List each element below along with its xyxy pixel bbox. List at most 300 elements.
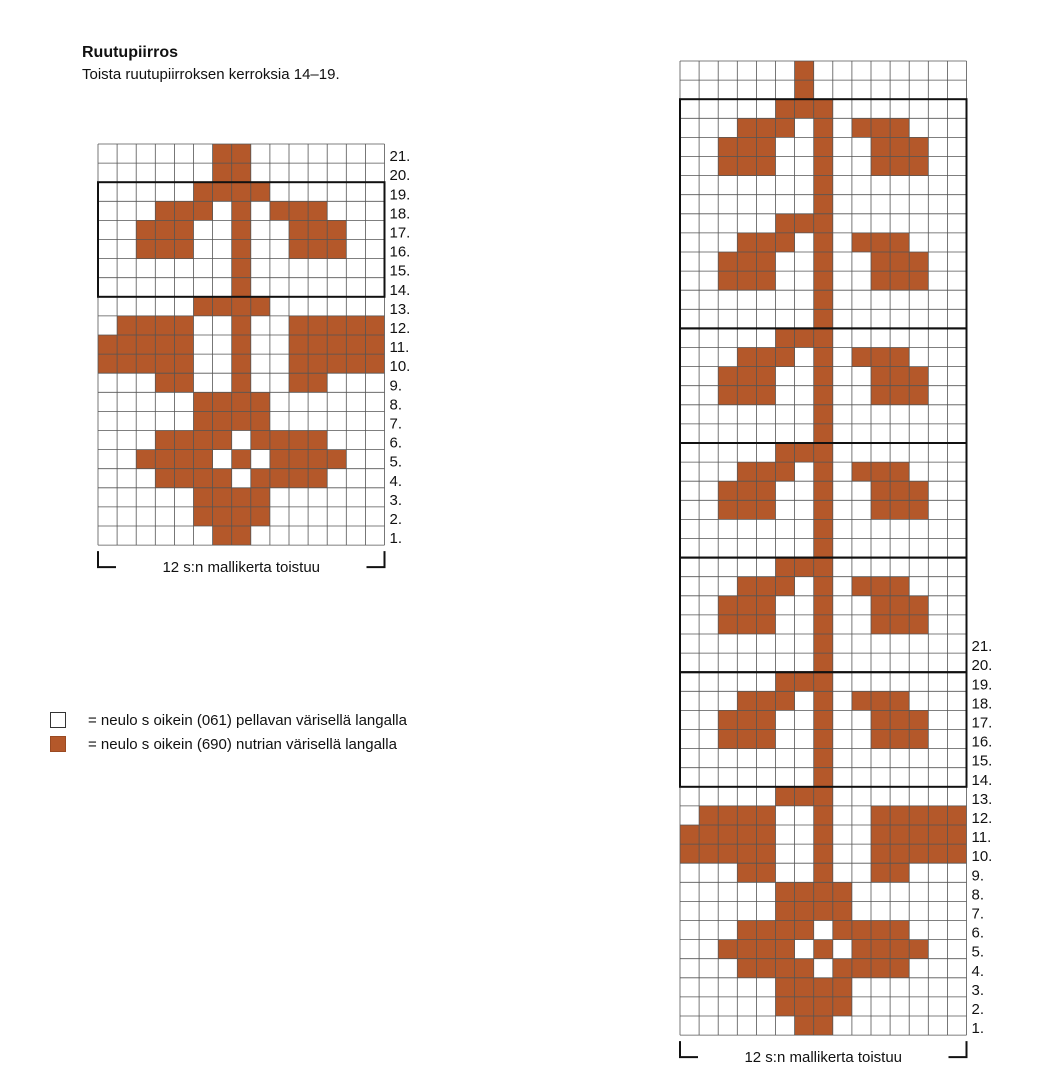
stitch-dark	[890, 691, 909, 710]
stitch-dark	[251, 469, 270, 488]
row-label: 18.	[971, 695, 993, 713]
stitch-dark	[270, 201, 289, 220]
row-label: 17.	[971, 714, 993, 732]
row-label: 5.	[971, 943, 985, 961]
row-label: 11.	[389, 339, 410, 357]
stitch-dark	[308, 201, 327, 220]
stitch-dark	[852, 691, 871, 710]
repeat-label: 12 s:n mallikerta toistuu	[162, 559, 321, 577]
stitch-dark	[756, 844, 775, 863]
row-label: 17.	[389, 224, 411, 242]
stitch-dark	[756, 596, 775, 615]
stitch-dark	[289, 450, 308, 469]
stitch-dark	[890, 730, 909, 749]
stitch-dark	[194, 431, 213, 450]
stitch-dark	[174, 469, 193, 488]
page-title: Ruutupiirros	[82, 44, 178, 61]
stitch-dark	[737, 348, 756, 367]
stitch-dark	[174, 240, 193, 259]
stitch-dark	[737, 844, 756, 863]
stitch-dark	[756, 710, 775, 729]
stitch-dark	[327, 316, 346, 335]
stitch-dark	[871, 596, 890, 615]
stitch-dark	[737, 500, 756, 519]
stitch-dark	[213, 163, 232, 182]
stitch-dark	[136, 240, 155, 259]
legend-item-dark	[50, 732, 407, 756]
stitch-dark	[814, 634, 833, 653]
stitch-dark	[814, 386, 833, 405]
stitch-dark	[718, 596, 737, 615]
stitch-dark	[718, 157, 737, 176]
stitch-dark	[232, 507, 251, 526]
stitch-dark	[871, 863, 890, 882]
stitch-dark	[871, 157, 890, 176]
stitch-dark	[756, 959, 775, 978]
stitch-dark	[795, 558, 814, 577]
stitch-dark	[194, 488, 213, 507]
stitch-dark	[814, 596, 833, 615]
stitch-dark	[232, 316, 251, 335]
stitch-dark	[136, 220, 155, 239]
legend	[50, 708, 407, 756]
stitch-dark	[718, 615, 737, 634]
stitch-dark	[346, 316, 365, 335]
stitch-dark	[308, 240, 327, 259]
row-label: 9.	[389, 377, 403, 395]
stitch-dark	[795, 921, 814, 940]
stitch-dark	[795, 787, 814, 806]
stitch-dark	[928, 825, 947, 844]
row-label: 14.	[389, 281, 411, 299]
row-label: 14.	[971, 771, 993, 789]
stitch-dark	[270, 450, 289, 469]
stitch-dark	[814, 137, 833, 156]
stitch-dark	[909, 615, 928, 634]
stitch-dark	[737, 481, 756, 500]
stitch-dark	[928, 844, 947, 863]
stitch-dark	[776, 118, 795, 137]
stitch-dark	[947, 825, 966, 844]
stitch-dark	[833, 997, 852, 1016]
stitch-dark	[213, 507, 232, 526]
stitch-dark	[871, 806, 890, 825]
stitch-dark	[814, 997, 833, 1016]
stitch-dark	[289, 335, 308, 354]
stitch-dark	[814, 863, 833, 882]
stitch-dark	[737, 940, 756, 959]
row-label: 12.	[971, 810, 993, 827]
stitch-dark	[737, 921, 756, 940]
stitch-dark	[852, 940, 871, 959]
stitch-dark	[756, 118, 775, 137]
stitch-dark	[890, 959, 909, 978]
stitch-dark	[871, 691, 890, 710]
stitch-dark	[251, 392, 270, 411]
stitch-dark	[833, 882, 852, 901]
stitch-dark	[909, 137, 928, 156]
stitch-dark	[289, 316, 308, 335]
stitch-dark	[909, 157, 928, 176]
stitch-dark	[365, 354, 384, 373]
stitch-dark	[871, 844, 890, 863]
stitch-dark	[737, 615, 756, 634]
stitch-dark	[213, 392, 232, 411]
stitch-dark	[737, 691, 756, 710]
stitch-dark	[155, 316, 174, 335]
stitch-dark	[327, 354, 346, 373]
stitch-dark	[909, 940, 928, 959]
row-label: 6.	[971, 924, 985, 942]
stitch-dark	[213, 488, 232, 507]
stitch-dark	[251, 182, 270, 201]
stitch-dark	[795, 214, 814, 233]
stitch-dark	[756, 921, 775, 940]
stitch-dark	[194, 450, 213, 469]
stitch-dark	[871, 959, 890, 978]
stitch-dark	[213, 297, 232, 316]
stitch-dark	[756, 691, 775, 710]
stitch-dark	[776, 672, 795, 691]
stitch-dark	[776, 691, 795, 710]
stitch-dark	[756, 367, 775, 386]
row-label: 10.	[971, 848, 993, 866]
stitch-dark	[776, 787, 795, 806]
stitch-dark	[890, 940, 909, 959]
stitch-dark	[232, 411, 251, 430]
stitch-dark	[194, 297, 213, 316]
stitch-dark	[232, 392, 251, 411]
stitch-dark	[890, 921, 909, 940]
stitch-dark	[232, 163, 251, 182]
stitch-dark	[756, 386, 775, 405]
stitch-dark	[737, 577, 756, 596]
stitch-dark	[308, 373, 327, 392]
stitch-dark	[155, 240, 174, 259]
stitch-dark	[174, 220, 193, 239]
stitch-dark	[737, 730, 756, 749]
stitch-dark	[737, 462, 756, 481]
stitch-dark	[814, 940, 833, 959]
stitch-dark	[756, 500, 775, 519]
stitch-dark	[117, 354, 136, 373]
legend-text-dark: = neulo s oikein (690) nutrian värisellä langalla	[88, 735, 397, 753]
row-label: 9.	[971, 867, 985, 885]
stitch-dark	[814, 233, 833, 252]
stitch-dark	[680, 825, 699, 844]
stitch-dark	[776, 940, 795, 959]
stitch-dark	[699, 825, 718, 844]
stitch-dark	[890, 710, 909, 729]
stitch-dark	[718, 252, 737, 271]
stitch-dark	[289, 431, 308, 450]
stitch-dark	[852, 959, 871, 978]
stitch-dark	[136, 335, 155, 354]
stitch-dark	[814, 443, 833, 462]
stitch-dark	[909, 806, 928, 825]
stitch-dark	[737, 863, 756, 882]
stitch-dark	[814, 577, 833, 596]
stitch-dark	[871, 940, 890, 959]
chart-large-svg	[680, 61, 1007, 1069]
stitch-dark	[756, 137, 775, 156]
row-label: 20.	[389, 167, 411, 185]
stitch-dark	[718, 386, 737, 405]
stitch-dark	[737, 252, 756, 271]
stitch-dark	[174, 316, 193, 335]
stitch-dark	[814, 309, 833, 328]
stitch-dark	[909, 730, 928, 749]
stitch-dark	[289, 354, 308, 373]
stitch-dark	[776, 443, 795, 462]
stitch-dark	[890, 615, 909, 634]
row-label: 3.	[389, 491, 403, 509]
stitch-dark	[871, 386, 890, 405]
stitch-dark	[776, 348, 795, 367]
stitch-dark	[776, 233, 795, 252]
stitch-dark	[814, 118, 833, 137]
stitch-dark	[814, 424, 833, 443]
stitch-dark	[737, 710, 756, 729]
row-label: 16.	[389, 243, 411, 261]
stitch-dark	[117, 316, 136, 335]
stitch-dark	[718, 710, 737, 729]
row-label: 12.	[389, 320, 411, 337]
row-label: 19.	[389, 186, 411, 204]
stitch-dark	[327, 335, 346, 354]
stitch-dark	[795, 61, 814, 80]
stitch-dark	[232, 201, 251, 220]
stitch-dark	[737, 596, 756, 615]
stitch-dark	[327, 450, 346, 469]
stitch-dark	[174, 431, 193, 450]
row-label: 1.	[389, 530, 403, 548]
stitch-dark	[890, 348, 909, 367]
stitch-dark	[909, 500, 928, 519]
stitch-dark	[117, 335, 136, 354]
stitch-dark	[213, 182, 232, 201]
repeat-bracket-right	[949, 1041, 967, 1057]
stitch-dark	[365, 316, 384, 335]
stitch-dark	[289, 469, 308, 488]
chart-large	[680, 61, 1007, 1069]
chart-small	[98, 144, 425, 579]
stitch-dark	[814, 653, 833, 672]
stitch-dark	[852, 462, 871, 481]
stitch-dark	[718, 271, 737, 290]
stitch-dark	[833, 921, 852, 940]
stitch-dark	[155, 220, 174, 239]
stitch-dark	[890, 367, 909, 386]
stitch-dark	[232, 144, 251, 163]
stitch-dark	[270, 469, 289, 488]
chart-small-svg	[98, 144, 425, 579]
stitch-dark	[814, 691, 833, 710]
stitch-dark	[795, 959, 814, 978]
stitch-dark	[852, 348, 871, 367]
stitch-dark	[365, 335, 384, 354]
stitch-dark	[814, 99, 833, 118]
stitch-dark	[308, 316, 327, 335]
stitch-dark	[776, 558, 795, 577]
stitch-dark	[213, 431, 232, 450]
stitch-dark	[776, 959, 795, 978]
stitch-dark	[795, 997, 814, 1016]
stitch-dark	[251, 297, 270, 316]
stitch-dark	[232, 182, 251, 201]
stitch-dark	[814, 749, 833, 768]
row-label: 7.	[389, 415, 403, 433]
stitch-dark	[909, 252, 928, 271]
stitch-dark	[814, 157, 833, 176]
stitch-dark	[795, 328, 814, 347]
stitch-dark	[251, 507, 270, 526]
stitch-dark	[737, 367, 756, 386]
stitch-dark	[795, 99, 814, 118]
stitch-dark	[718, 500, 737, 519]
stitch-dark	[776, 978, 795, 997]
stitch-dark	[890, 577, 909, 596]
stitch-dark	[871, 118, 890, 137]
stitch-dark	[194, 469, 213, 488]
row-label: 21.	[971, 638, 993, 656]
stitch-dark	[346, 335, 365, 354]
stitch-dark	[718, 940, 737, 959]
stitch-dark	[814, 768, 833, 787]
stitch-dark	[155, 373, 174, 392]
stitch-dark	[890, 596, 909, 615]
stitch-dark	[814, 367, 833, 386]
row-label: 4.	[971, 962, 985, 980]
stitch-dark	[232, 220, 251, 239]
stitch-dark	[155, 450, 174, 469]
stitch-dark	[756, 577, 775, 596]
stitch-dark	[814, 787, 833, 806]
repeat-bracket-left	[98, 551, 116, 567]
stitch-dark	[795, 672, 814, 691]
stitch-dark	[814, 290, 833, 309]
stitch-dark	[776, 577, 795, 596]
stitch-dark	[232, 335, 251, 354]
stitch-dark	[232, 488, 251, 507]
stitch-dark	[890, 118, 909, 137]
stitch-dark	[756, 481, 775, 500]
stitch-dark	[776, 328, 795, 347]
stitch-dark	[194, 411, 213, 430]
stitch-dark	[871, 500, 890, 519]
row-label: 16.	[971, 733, 993, 751]
stitch-dark	[756, 806, 775, 825]
stitch-dark	[718, 806, 737, 825]
stitch-dark	[795, 901, 814, 920]
legend-text-light: = neulo s oikein (061) pellavan värisellä langalla	[88, 711, 407, 729]
repeat-bracket-right	[367, 551, 385, 567]
stitch-dark	[814, 271, 833, 290]
stitch-dark	[174, 335, 193, 354]
stitch-dark	[737, 157, 756, 176]
stitch-dark	[814, 1016, 833, 1035]
stitch-dark	[776, 921, 795, 940]
stitch-dark	[871, 730, 890, 749]
stitch-dark	[814, 615, 833, 634]
stitch-dark	[871, 825, 890, 844]
legend-swatch-dark	[50, 736, 66, 752]
stitch-dark	[756, 615, 775, 634]
stitch-dark	[814, 252, 833, 271]
stitch-dark	[776, 462, 795, 481]
row-label: 11.	[971, 829, 992, 847]
stitch-dark	[718, 730, 737, 749]
stitch-dark	[327, 220, 346, 239]
stitch-dark	[814, 328, 833, 347]
stitch-dark	[852, 577, 871, 596]
stitch-dark	[756, 462, 775, 481]
stitch-dark	[737, 386, 756, 405]
stitch-dark	[232, 240, 251, 259]
stitch-dark	[814, 405, 833, 424]
stitch-dark	[155, 469, 174, 488]
stitch-dark	[909, 596, 928, 615]
stitch-dark	[232, 450, 251, 469]
stitch-dark	[718, 137, 737, 156]
stitch-dark	[308, 220, 327, 239]
stitch-dark	[232, 526, 251, 545]
stitch-dark	[871, 577, 890, 596]
stitch-dark	[852, 921, 871, 940]
repeat-bracket-left	[680, 1041, 698, 1057]
row-label: 18.	[389, 205, 411, 223]
row-label: 5.	[389, 453, 403, 471]
stitch-dark	[737, 137, 756, 156]
repeat-label: 12 s:n mallikerta toistuu	[744, 1049, 903, 1067]
stitch-dark	[871, 271, 890, 290]
row-label: 21.	[389, 148, 411, 166]
stitch-dark	[308, 431, 327, 450]
row-label: 3.	[971, 981, 985, 999]
stitch-dark	[871, 252, 890, 271]
stitch-dark	[814, 195, 833, 214]
stitch-dark	[718, 825, 737, 844]
stitch-dark	[833, 959, 852, 978]
stitch-dark	[232, 354, 251, 373]
stitch-dark	[814, 710, 833, 729]
stitch-dark	[852, 233, 871, 252]
stitch-dark	[136, 354, 155, 373]
stitch-dark	[737, 825, 756, 844]
legend-item-light	[50, 708, 407, 732]
stitch-dark	[308, 335, 327, 354]
stitch-dark	[833, 978, 852, 997]
stitch-dark	[871, 233, 890, 252]
row-label: 2.	[389, 511, 403, 528]
stitch-dark	[814, 825, 833, 844]
row-label: 8.	[971, 886, 985, 904]
stitch-dark	[814, 539, 833, 558]
stitch-dark	[928, 806, 947, 825]
stitch-dark	[289, 220, 308, 239]
stitch-dark	[756, 940, 775, 959]
stitch-dark	[194, 182, 213, 201]
stitch-dark	[289, 373, 308, 392]
stitch-dark	[756, 233, 775, 252]
stitch-dark	[890, 500, 909, 519]
stitch-dark	[718, 481, 737, 500]
stitch-dark	[737, 271, 756, 290]
stitch-dark	[814, 844, 833, 863]
stitch-dark	[308, 450, 327, 469]
stitch-dark	[890, 252, 909, 271]
legend-swatch-light	[50, 712, 66, 728]
